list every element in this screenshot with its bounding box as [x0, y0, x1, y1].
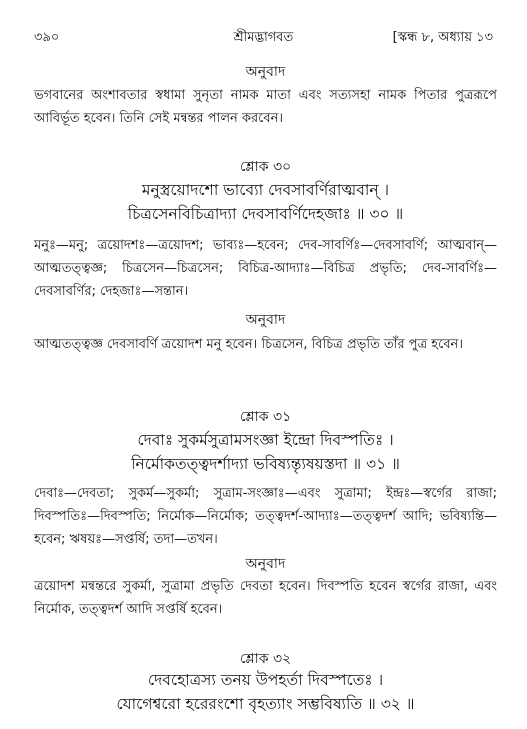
shloka-heading: শ্লোক ৩২ — [239, 651, 292, 667]
verse-line: মনুস্ত্রয়োদশো ভাব্যো দেবসাবর্ণিরাত্মবান্ । — [141, 181, 390, 199]
translation-text: ভগবানের অংশাবতার স্বধামা সুনৃতা নামক মাতা এবং সত্যসহা নামক পিতার পুত্ররূপে আবির্ভূত হবেন। তিনি সেই মন্বন্তর পালন করবেন। — [34, 88, 497, 126]
verse-line: দেবহোত্রস্য তনয় উপহর্তা দিবস্পতেঃ । — [147, 671, 384, 689]
page-number: ৩৯০ — [34, 30, 60, 45]
synonyms-text: মনুঃ—মনু; ত্রয়োদশঃ—ত্রয়োদশ; ভাব্যঃ—হবেন; দেব-সাবর্ণিঃ—দেবসাবর্ণি; আত্মবান্—আত্মতত্ত্বজ্ঞ; চিত্রসেন—চিত্রসেন; বিচিত্র-আদ্যাঃ—বিচিত্র প্রভৃতি; দেব-সাবর্ণিঃ—দেবসাবর্ণির; দেহজাঃ—সন্তান। — [34, 238, 497, 299]
translation-heading: অনুবাদ — [245, 64, 286, 80]
verse-line: দেবাঃ সুকর্মসুত্রামসংজ্ঞা ইন্দ্রো দিবস্পতিঃ । — [137, 431, 394, 449]
shloka-heading: শ্লোক ৩১ — [239, 409, 292, 425]
verse-line: নির্মোকতত্ত্বদর্শাদ্যা ভবিষ্যন্ত্যৃষয়স্তদা ॥ ৩১ ॥ — [131, 455, 400, 473]
chapter-reference: [স্কন্ধ ৮, অধ্যায় ১৩ — [392, 30, 493, 45]
verse-line: চিত্রসেনবিচিত্রাদ্যা দেবসাবর্ণিদেহজাঃ ॥ ৩০ ॥ — [127, 205, 404, 223]
translation-text: ত্রয়োদশ মন্বন্তরে সুকর্মা, সুত্রামা প্রভৃতি দেবতা হবেন। দিবস্পতি হবেন স্বর্গের রাজা, এবং নির্মোক, তত্ত্বদর্শ আদি সপ্তর্ষি হবেন। — [34, 579, 497, 617]
synonyms-text: দেবাঃ—দেবতা; সুকর্ম—সুকর্মা; সুত্রাম-সংজ্ঞাঃ—এবং সুত্রামা; ইন্দ্রঃ—স্বর্গের রাজা; দিবস্পতিঃ—দিবস্পতি; নির্মোক—নির্মোক; তত্ত্বদর্শ-আদ্যাঃ—তত্ত্বদর্শ আদি; ভবিষ্যন্তি—হবেন; ঋষয়ঃ—সপ্তর্ষি; তদা—তখন। — [34, 486, 497, 547]
verse-line: যোগেশ্বরো হরেরংশো বৃহত্যাং সম্ভবিষ্যতি ॥ ৩২ ॥ — [116, 695, 415, 713]
translation-heading: অনুবাদ — [245, 556, 286, 572]
translation-text: আত্মতত্ত্বজ্ঞ দেবসাবর্ণি ত্রয়োদশ মনু হবেন। চিত্রসেন, বিচিত্র প্রভৃতি তাঁর পুত্র হবেন। — [34, 337, 463, 352]
shloka-heading: শ্লোক ৩০ — [239, 159, 292, 175]
book-title: শ্রীমদ্ভাগবত — [233, 30, 294, 45]
translation-heading: অনুবাদ — [245, 312, 286, 328]
